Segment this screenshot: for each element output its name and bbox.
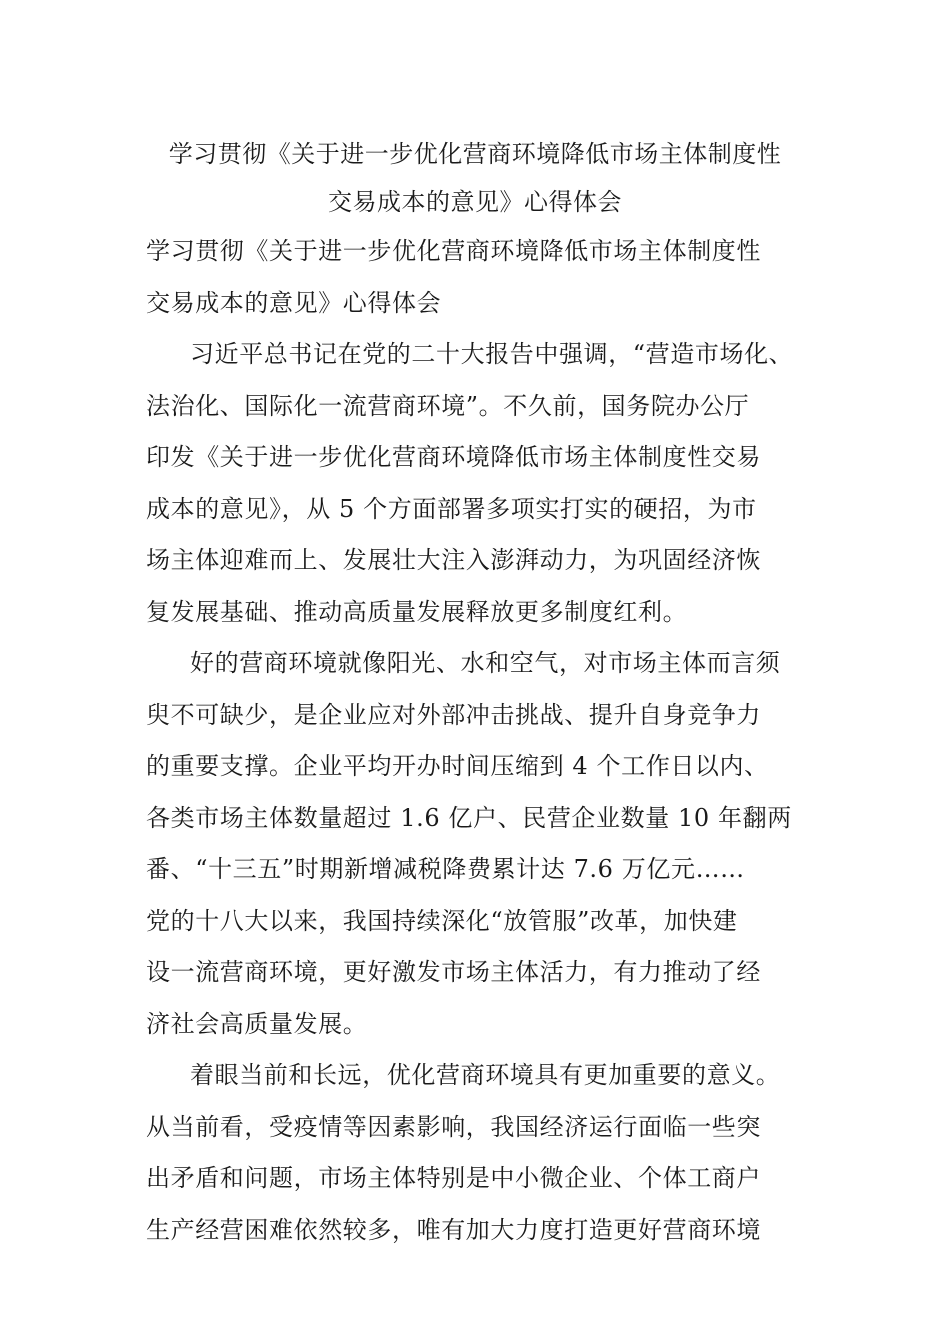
document-body bbox=[146, 226, 812, 1256]
body-text-line: 从当前看，受疫情等因素影响，我国经济运行面临一些突 bbox=[146, 1112, 761, 1141]
body-text-line: 法治化、国际化一流营商环境”。不久前，国务院办公厅 bbox=[146, 391, 750, 420]
body-text-line: 学习贯彻《关于进一步优化营商环境降低市场主体制度性 bbox=[146, 237, 761, 265]
body-text-line: 习近平总书记在党的二十大报告中强调，“营造市场化、 bbox=[190, 340, 794, 368]
body-text-line: 的重要支撑。企业平均开办时间压缩到 4 个工作日以内、 bbox=[146, 752, 769, 780]
title-line-1: 学习贯彻《关于进一步优化营商环境降低市场主体制度性 bbox=[168, 140, 782, 168]
body-text-line: 印发《关于进一步优化营商环境降低市场主体制度性交易 bbox=[146, 443, 761, 471]
body-text-line: 生产经营困难依然较多，唯有加大力度打造更好营商环境 bbox=[146, 1215, 761, 1244]
body-text-line: 党的十八大以来，我国持续深化“放管服”改革，加快建 bbox=[146, 906, 738, 935]
body-text-line: 复发展基础、推动高质量发展释放更多制度红利。 bbox=[146, 597, 688, 626]
body-text-line: 好的营商环境就像阳光、水和空气，对市场主体而言须 bbox=[190, 649, 781, 677]
body-text-line: 济社会高质量发展。 bbox=[146, 1009, 368, 1038]
title-line-2: 交易成本的意见》心得体会 bbox=[328, 188, 622, 216]
document-title bbox=[100, 130, 850, 226]
body-text-line: 出矛盾和问题，市场主体特别是中小微企业、个体工商户 bbox=[146, 1164, 761, 1192]
body-text-line: 设一流营商环境，更好激发市场主体活力，有力推动了经 bbox=[146, 958, 761, 986]
body-text-line: 成本的意见》，从 5 个方面部署多项实打实的硬招，为市 bbox=[146, 494, 757, 523]
body-text-line: 各类市场主体数量超过 1.6 亿户、民营企业数量 10 年翻两 bbox=[146, 803, 792, 832]
body-text-line: 臾不可缺少，是企业应对外部冲击挑战、提升自身竞争力 bbox=[146, 700, 761, 729]
body-text-line: 场主体迎难而上、发展壮大注入澎湃动力，为巩固经济恢 bbox=[146, 546, 761, 574]
body-text-line: 番、“十三五”时期新增减税降费累计达 7.6 万亿元…… bbox=[146, 855, 745, 883]
body-text-line: 交易成本的意见》心得体会 bbox=[146, 288, 442, 317]
body-text-line: 着眼当前和长远，优化营商环境具有更加重要的意义。 bbox=[190, 1061, 781, 1089]
